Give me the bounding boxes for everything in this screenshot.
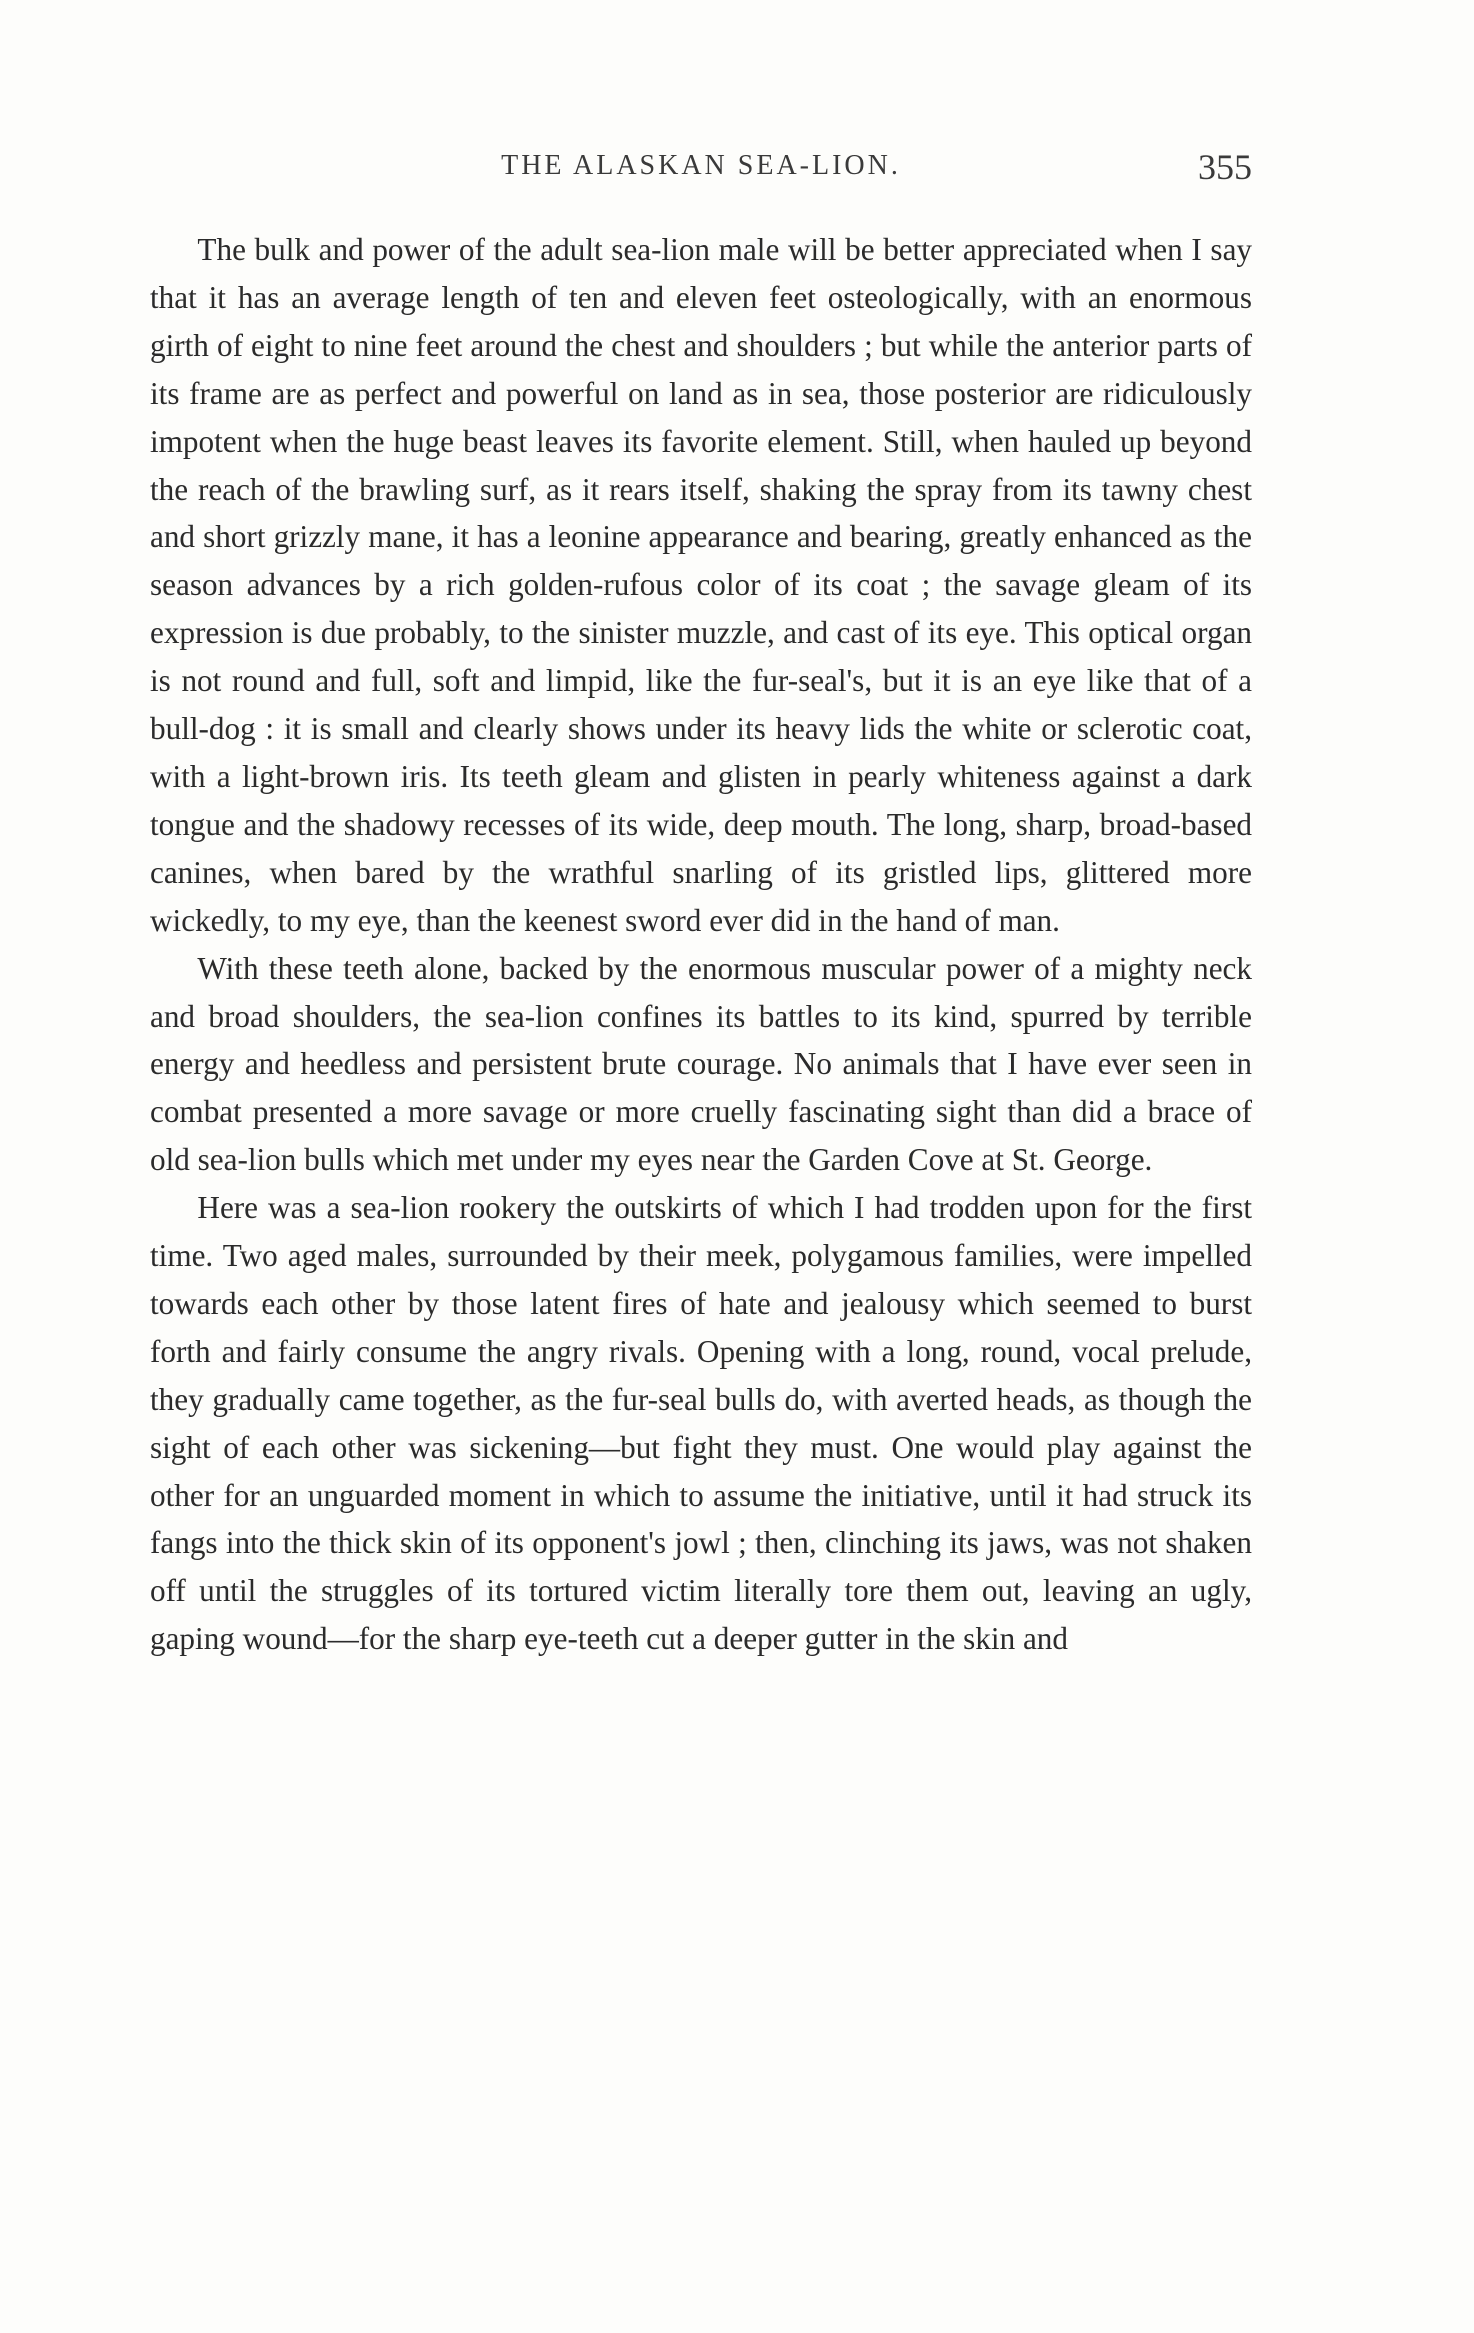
paragraph-rookery-fight: Here was a sea-lion rookery the outskirts of which I had trodden upon for the first time. Two aged males, surrounded by their meek, polygamous families, were impelled towards each other by those latent fires of hate and jealousy which seemed to burst forth and fairly consume the angry rivals. Opening with a long, round, vocal prelude, they gradually came together, as the fur-seal bulls do, with averted heads, as though the sight of each other was sickening—but fight they must. One would play against the other for an unguarded moment in which to assume the initiative, until it had struck its fangs into the thick skin of its opponent's jowl ; then, clinching its jaws, was not shaken off until the struggles of its tortured victim literally tore them out, leaving an ugly, gaping wound—for the sharp eye-teeth cut a deeper gutter in the skin and xyxy=(150,1190,1252,1657)
body-text xyxy=(150,226,1252,1663)
page-number: 355 xyxy=(1198,147,1252,187)
running-title: THE ALASKAN SEA-LION. xyxy=(501,150,901,181)
paragraph-teeth-and-battles: With these teeth alone, backed by the enormous muscular power of a mighty neck and broad shoulders, the sea-lion confines its battles to its kind, spurred by terrible energy and heedless and persistent brute courage. No animals that I have ever seen in combat presented a more savage or more cruelly fascinating sight than did a brace of old sea-lion bulls which met under my eyes near the Garden Cove at St. George. xyxy=(150,950,1252,1178)
paragraph-sea-lion-description: The bulk and power of the adult sea-lion male will be better appreciated when I say that it has an average length of ten and eleven feet osteologically, with an enormous girth of eight to nine feet around the chest and shoulders ; but while the anterior parts of its frame are as perfect and powerful on land as in sea, those posterior are ridiculously impotent when the huge beast leaves its favorite element. Still, when hauled up beyond the reach of the brawling surf, as it rears itself, shaking the spray from its tawny chest and short grizzly mane, it has a leonine appearance and bearing, greatly enhanced as the season advances by a rich golden-rufous color of its coat ; the savage gleam of its expression is due probably, to the sinister muzzle, and cast of its eye. This optical organ is not round and full, soft and limpid, like the fur-seal's, but it is an eye like that of a bull-dog : it is small and clearly shows under its heavy lids the white or sclerotic coat, with a light-brown iris. Its teeth gleam and glisten in pearly whiteness against a dark tongue and the shadowy recesses of its wide, deep mouth. The long, sharp, broad-based canines, when bared by the wrathful snarling of its gristled lips, glittered more wickedly, to my eye, than the keenest sword ever did in the hand of man. xyxy=(150,232,1252,938)
running-head xyxy=(150,147,1252,200)
